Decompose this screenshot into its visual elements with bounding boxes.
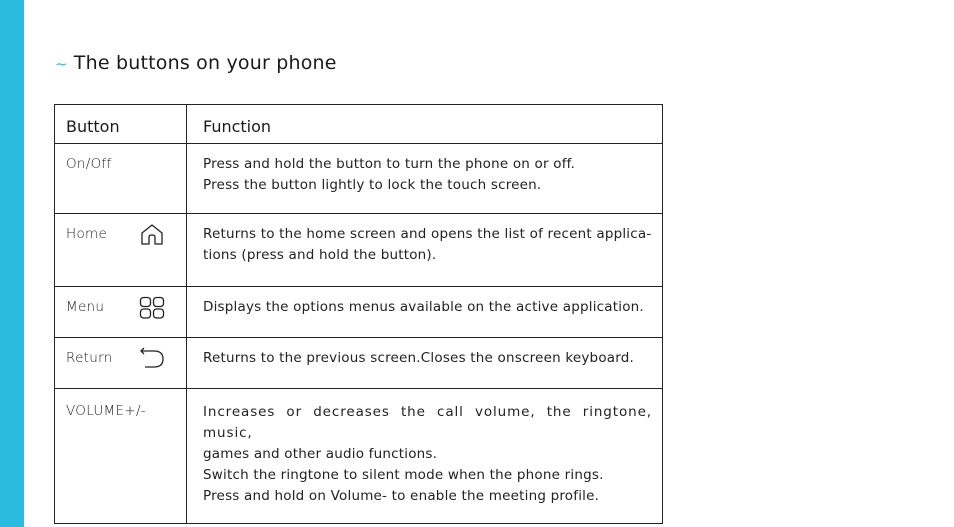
- table-header-row: [55, 105, 663, 144]
- button-name: Return: [66, 350, 113, 366]
- menu-grid-icon: [139, 296, 165, 320]
- function-cell: [187, 144, 663, 214]
- title-text: The buttons on your phone: [73, 52, 337, 74]
- function-cell: [187, 287, 663, 338]
- function-cell: [187, 214, 663, 287]
- function-line: Press the button lightly to lock the touch screen.: [203, 177, 542, 193]
- button-name-cell: [55, 214, 187, 287]
- function-line: tions (press and hold the button).: [203, 247, 437, 263]
- button-name-cell: [55, 389, 187, 524]
- function-line: Returns to the home screen and opens the list of recent applica-: [203, 226, 652, 242]
- button-name: Home: [66, 226, 108, 242]
- function-line: Press and hold the button to turn the phone on or off.: [203, 156, 576, 172]
- home-icon: [139, 223, 165, 247]
- return-arrow-icon: [139, 347, 165, 371]
- accent-side-bar: [0, 0, 24, 527]
- table-row: [55, 389, 663, 524]
- button-name-cell: [55, 338, 187, 389]
- function-line: Increases or decreases the call volume, the ringtone, music,: [203, 404, 652, 441]
- buttons-table: [54, 104, 663, 524]
- function-cell: [187, 389, 663, 524]
- function-line: Press and hold on Volume- to enable the meeting profile.: [203, 488, 600, 504]
- section-title: [55, 52, 337, 74]
- table-row: [55, 338, 663, 389]
- button-name: VOLUME+/-: [66, 403, 146, 419]
- function-line: games and other audio functions.: [203, 446, 438, 462]
- table-row: [55, 144, 663, 214]
- button-name: On/Off: [66, 156, 112, 172]
- header-function: Function: [187, 105, 663, 144]
- button-name-cell: [55, 287, 187, 338]
- table-row: [55, 214, 663, 287]
- function-line: Switch the ringtone to silent mode when the phone rings.: [203, 467, 604, 483]
- function-line: Returns to the previous screen.Closes the onscreen keyboard.: [203, 350, 635, 366]
- title-tilde: ~: [55, 55, 68, 73]
- function-cell: [187, 338, 663, 389]
- button-name-cell: [55, 144, 187, 214]
- header-button: Button: [55, 105, 187, 144]
- table-row: [55, 287, 663, 338]
- button-name: Menu: [66, 299, 105, 315]
- function-line: Displays the options menus available on the active application.: [203, 299, 644, 315]
